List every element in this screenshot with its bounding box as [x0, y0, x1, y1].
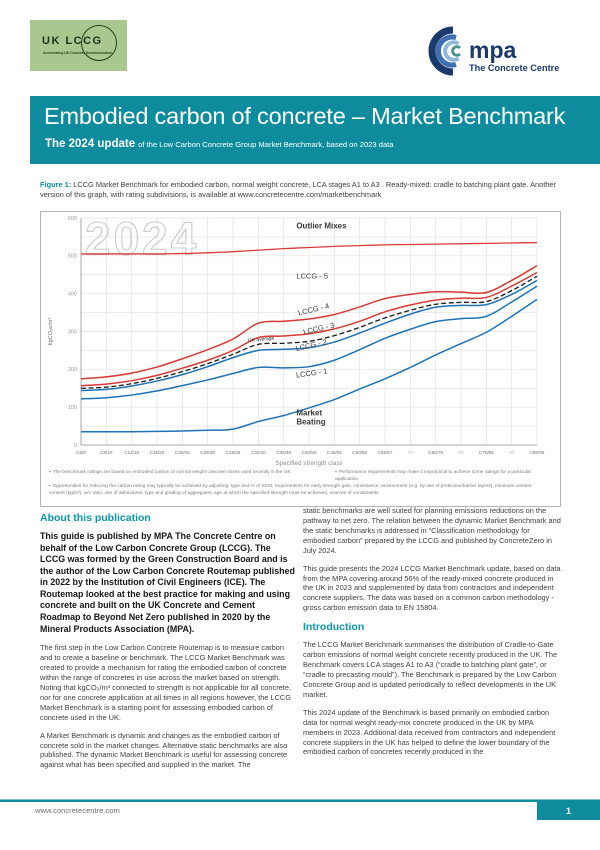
- bullet-icon: ▪: [49, 483, 51, 489]
- band-label: LCCG - 2: [294, 337, 328, 354]
- right-column: [303, 506, 561, 765]
- svg-text:C12/15: C12/15: [124, 450, 140, 455]
- svg-text:C70/85: C70/85: [478, 450, 494, 455]
- svg-text:C16/20: C16/20: [149, 450, 165, 455]
- footnote-text: The benchmark ratings are based on embodied carbon of normal weight concrete mixes used recently in the UK: [52, 470, 291, 475]
- watermark-year: 2024: [85, 212, 200, 265]
- band-label: Outlier Mixes: [296, 221, 347, 231]
- lccg-logo-tagline: Accelerating UK Concrete Decarbonisation: [43, 51, 113, 55]
- band-label: LCCG - 4: [297, 301, 331, 318]
- x-axis-title: Specified strength class: [275, 460, 343, 467]
- benchmark-figure: [40, 211, 561, 507]
- title-banner: [30, 96, 600, 164]
- footnote-text: Opportunities for reducing the carbon rating may typically be achieved by adjusting: type and % of SCM, requirements for early strength gain, consistence, environment (e.g. by use of protective/barrier layers), minimum cement content (kg/m³), w/c ratio, use of admixtures, type and grading of aggregates, age at which the specified strength must be achieved, sources of constituents: [49, 483, 532, 496]
- subtitle-emphasis: The 2024 update: [45, 138, 136, 150]
- section-heading-introduction: Introduction: [303, 621, 365, 634]
- svg-text:0: 0: [73, 442, 77, 449]
- svg-text:C55/67: C55/67: [377, 450, 393, 455]
- body-paragraph: The first step in the Low Carbon Concrete Routemap is to measure carbon and to create a baseline or benchmark. The LCCG Market Benchmark was created to provide a mechanism for rating the embodied carbon of concrete within the range of concretes in use across the market based on strength. Noting that kgCO₂/m³ connected to strength is not applicable for all concrete, nor for one concrete application at all times in all regions however, the LCCG Market Benchmark is a starting point for assessing embodied carbon of concrete used in the UK.: [40, 643, 292, 722]
- chart-footnote-1: [49, 470, 335, 484]
- body-paragraph: This 2024 update of the Benchmark is based primarily on embodied carbon data for normal weight ready-mix concrete produced in the UK by MPA members in 2023. Additional data received from contractors and independent concrete suppliers in the UK has helped to define the lower boundary of the embodied carbon of concretes recently produced in the: [303, 707, 556, 757]
- uk-lccg-logo: [30, 20, 127, 71]
- mpa-logo: [420, 25, 570, 77]
- mpa-arcs-icon: [420, 25, 570, 77]
- svg-text:C45/55: C45/55: [326, 450, 342, 455]
- band-label: LCCG - 5: [296, 271, 329, 281]
- figure-caption-label: Figure 1:: [40, 180, 72, 189]
- svg-text:C50/60: C50/60: [352, 450, 368, 455]
- svg-text:300: 300: [67, 329, 77, 336]
- mpa-subtitle: The Concrete Centre: [469, 63, 560, 73]
- lccg-logo-title: UK LCCG: [42, 35, 103, 47]
- svg-text:C80/95: C80/95: [529, 450, 545, 455]
- svg-text:70: 70: [407, 450, 413, 455]
- page-number-badge: [537, 801, 600, 820]
- bullet-icon: ▪: [49, 470, 51, 475]
- svg-text:C35/45: C35/45: [276, 450, 292, 455]
- svg-text:80: 80: [458, 450, 464, 455]
- chart-footnote-2: [335, 470, 552, 484]
- svg-text:200: 200: [67, 367, 77, 374]
- section-heading-about: About this publication: [40, 512, 151, 524]
- svg-text:600: 600: [67, 215, 77, 222]
- footer-divider: [0, 799, 600, 802]
- benchmark-chart: [41, 212, 558, 470]
- subtitle-rest: of the Low Carbon Concrete Group Market Benchmark, based on 2023 data: [138, 140, 394, 149]
- chart-footnotes: [49, 470, 552, 498]
- body-paragraph: This guide presents the 2024 LCCG Market Benchmark update, based on data from the MPA covering around 56% of the ready-mixed concrete produced in the UK in 2023 and supplemented by data from contractors and independent concrete suppliers. The data was based on a common carbon methodology - gross carbon emission data to EN 15804.: [303, 563, 561, 613]
- svg-text:C8/10: C8/10: [100, 450, 113, 455]
- footnote-text: Performance requirements may make it impractical to achieve some ratings for a particular application: [335, 470, 532, 482]
- band-label: LCCG - 3: [302, 320, 336, 337]
- svg-text:500: 500: [67, 253, 77, 260]
- svg-text:90: 90: [509, 450, 515, 455]
- figure-caption-text: LCCG Market Benchmark for embodied carbon, normal weight concrete, LCA stages A1 to A3 . Ready-mixed: cradle to batching plant gate. Another version of this graph, with rating subdivisions, is available at www.concretecentre.com/marketbenchmark: [40, 180, 556, 200]
- svg-text:C40/50: C40/50: [301, 450, 317, 455]
- band-label: Market Beating: [296, 408, 326, 427]
- body-paragraph: The LCCG Market Benchmark summarises the distribution of Cradle-to-Gate carbon emissions of normal weight concrete recently produced in the UK. The Benchmark covers LCA stages A1 to A3 (“cradle to batching plant gate”, or “cradle to precasting mould”). The Benchmark is prepared by the Low Carbon Concrete Group and is updated periodically to reflect developments in the UK market.: [303, 640, 558, 699]
- svg-text:400: 400: [67, 291, 77, 298]
- band-label: UK average: [247, 335, 275, 345]
- page-subtitle: [45, 138, 394, 150]
- svg-text:C60/75: C60/75: [428, 450, 444, 455]
- lead-paragraph: This guide is published by MPA The Concrete Centre on behalf of the Low Carbon Concrete Group (LCCG). The LCCG was formed by the Green Construction Board and is the author of the Low Carbon Concrete Routemap published in 2022 by the Institution of Civil Engineers (ICE). The Routemap looked at the best practice for making and using concrete and built on the UK Concrete and Cement Roadmap to Beyond Net Zero published in 2020 by the Mineral Products Association (MPA).: [40, 531, 295, 634]
- svg-text:100: 100: [67, 404, 77, 411]
- svg-text:C28/35: C28/35: [225, 450, 241, 455]
- y-axis-title: kgCO₂e/m³: [48, 317, 54, 346]
- svg-text:C20/25: C20/25: [174, 450, 190, 455]
- chart-footnote-3: [49, 484, 552, 498]
- mpa-wordmark: mpa: [469, 37, 517, 63]
- figure-caption: [40, 180, 562, 201]
- svg-text:C25/30: C25/30: [200, 450, 216, 455]
- footer-url: www.concretecentre.com: [35, 806, 120, 815]
- page-number: 1: [565, 805, 571, 816]
- bullet-icon: ▪: [335, 470, 337, 475]
- left-column: [40, 512, 296, 778]
- page-title: Embodied carbon of concrete – Market Benchmark: [44, 103, 566, 129]
- svg-text:C6/8: C6/8: [76, 450, 86, 455]
- body-paragraph: A Market Benchmark is dynamic and changes as the embodied carbon of concrete sold in the market changes. Alternative static benchmarks are also published. The dynamic Market Benchmark is useful for assessing concrete against what has been specified and supplied in the market. The: [40, 730, 288, 770]
- svg-text:C32/40: C32/40: [250, 450, 266, 455]
- body-paragraph: static benchmarks are well suited for planning emissions reductions on the pathway to net zero. The relation between the dynamic Market Benchmark and the static benchmarks is addressed in “Classification methodology for embodied carbon” prepared by the LCCG and published by ConcreteZero in July 2024.: [303, 506, 561, 555]
- band-label: LCCG - 1: [295, 366, 328, 380]
